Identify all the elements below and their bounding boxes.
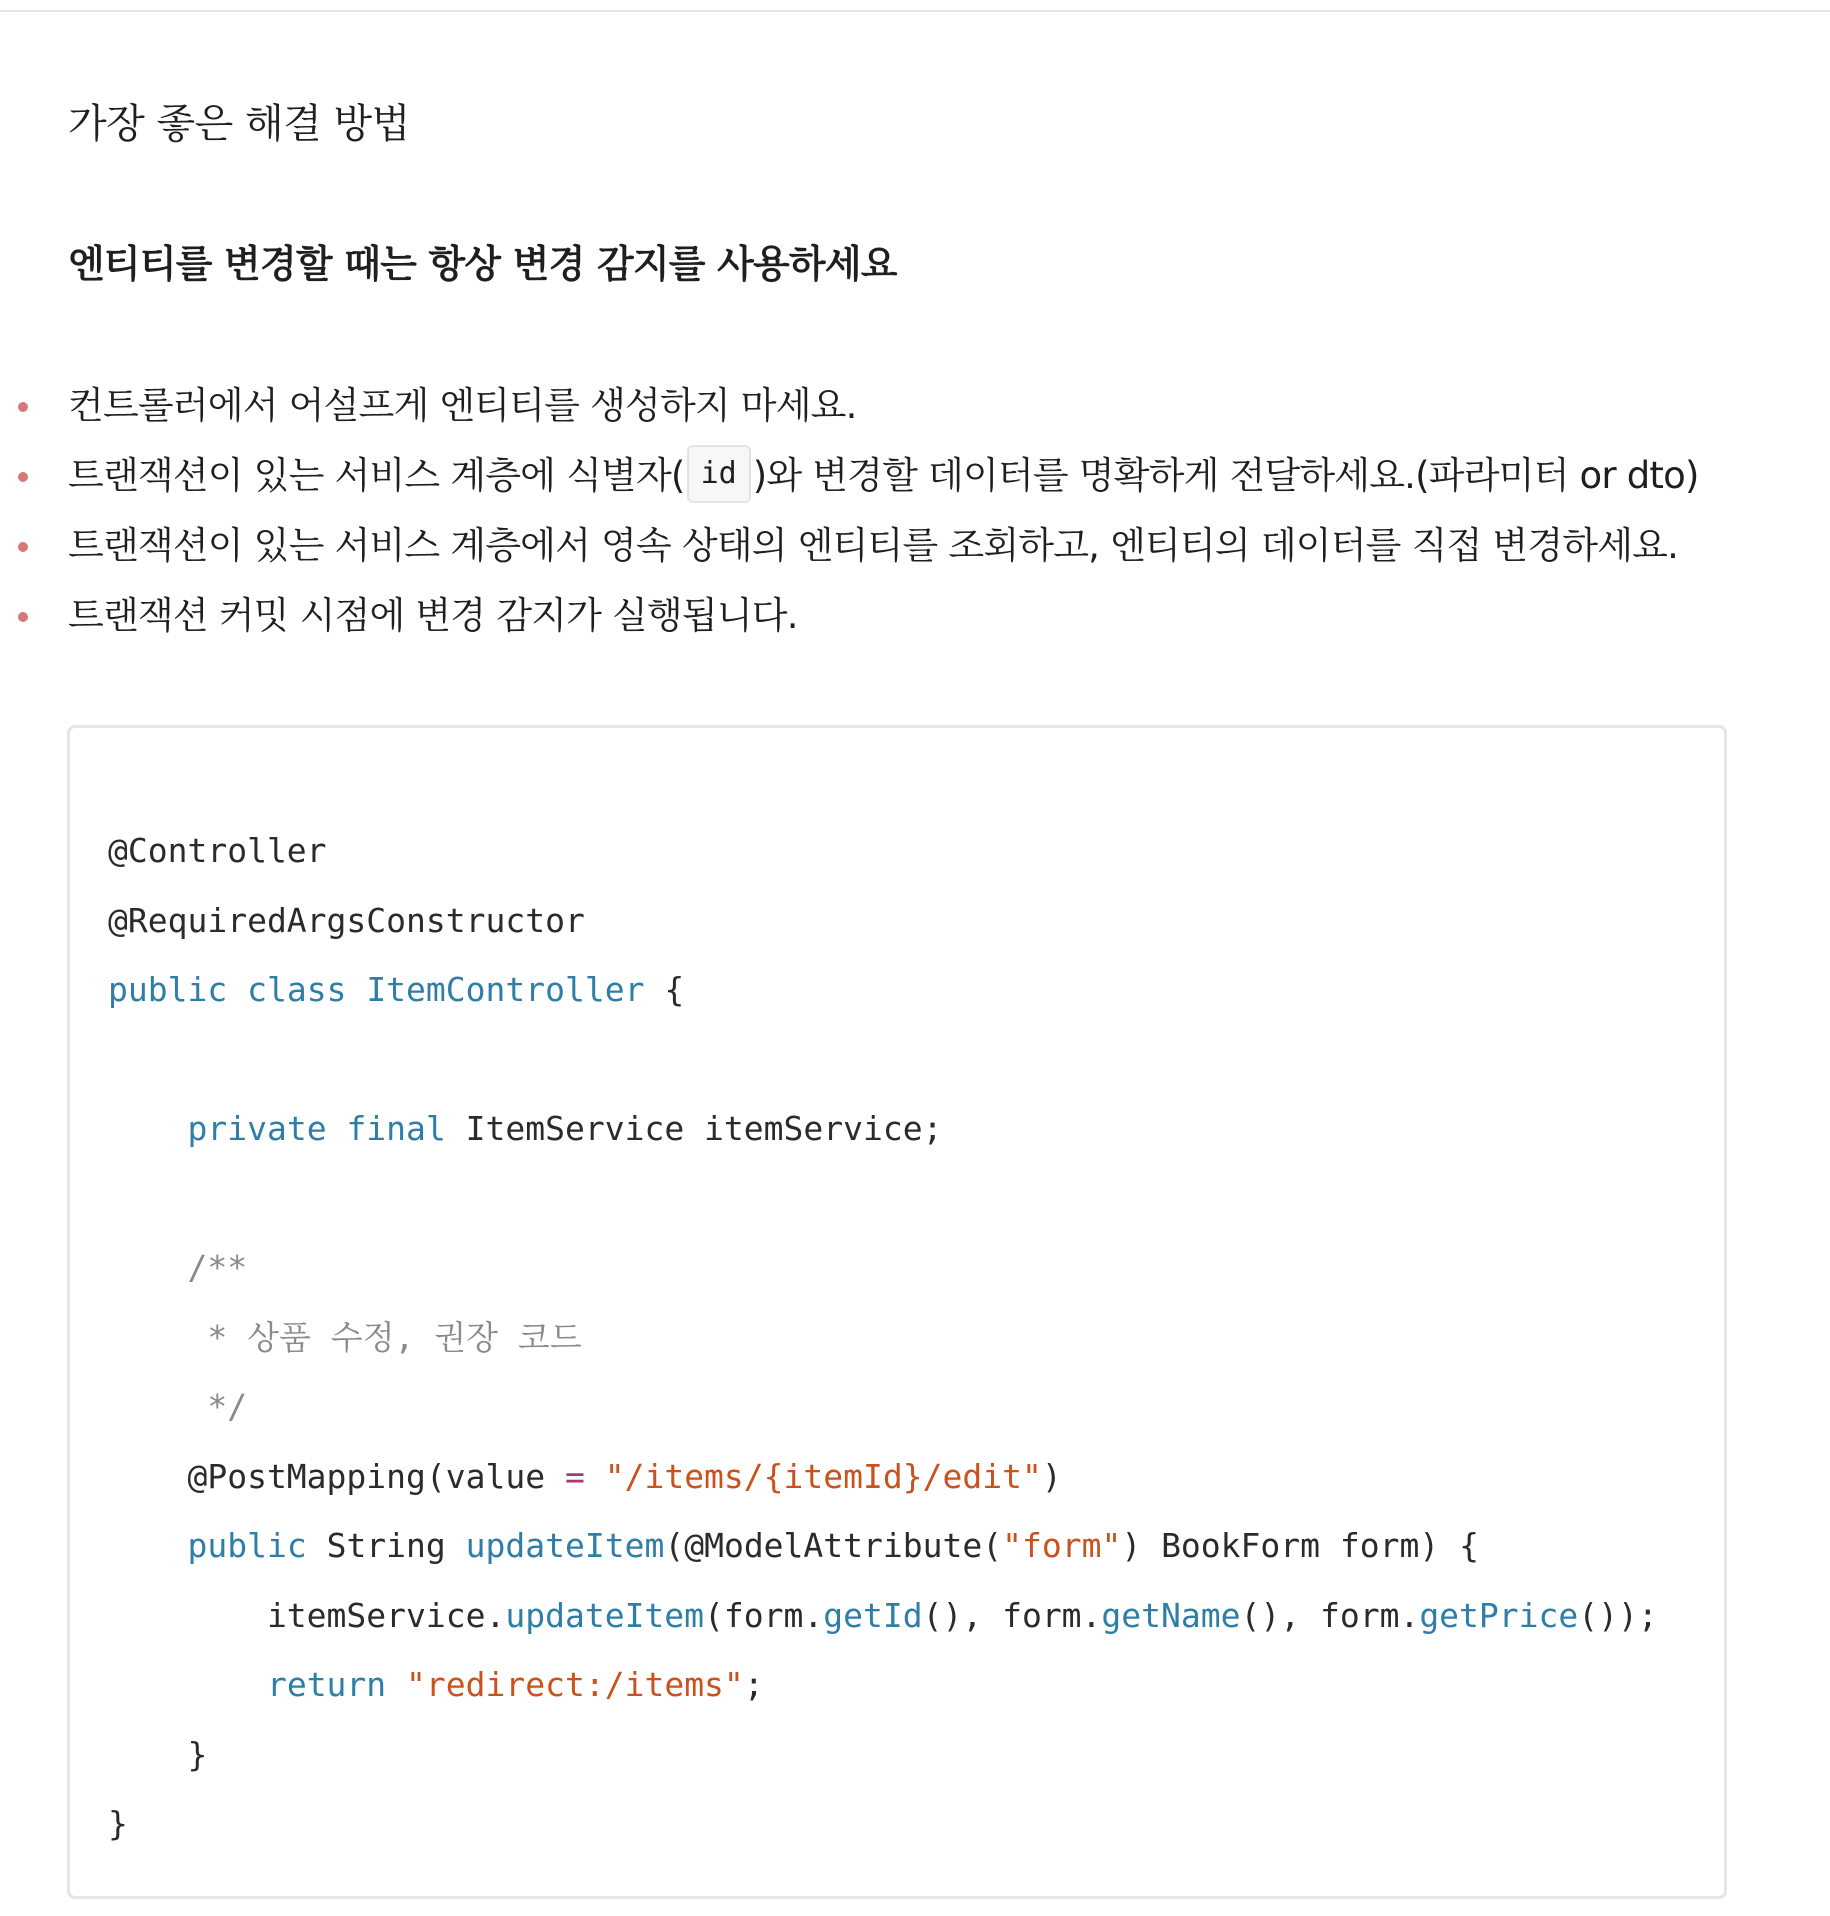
- code-token: */: [108, 1387, 248, 1426]
- code-line: [108, 816, 1658, 886]
- code-token: ItemController: [366, 970, 645, 1009]
- code-line: [108, 1233, 1658, 1303]
- code-token: (), form.: [1240, 1595, 1420, 1635]
- code-line: [108, 1442, 1658, 1512]
- bullet-dot: [18, 542, 28, 552]
- code-token: /**: [108, 1248, 248, 1287]
- bullet-dot: [18, 402, 28, 412]
- code-line: [108, 955, 1658, 1025]
- code-token: ItemService itemService;: [445, 1109, 943, 1148]
- code-token: public: [187, 1526, 307, 1565]
- code-token: getPrice: [1419, 1595, 1579, 1635]
- code-token: class: [247, 970, 347, 1009]
- code-line: [108, 1303, 1658, 1373]
- list-item-text-before: 트랜잭션이 있는 서비스 계층에 식별자(: [68, 454, 685, 497]
- code-content[interactable]: [108, 816, 1658, 1859]
- list-item: [0, 518, 1699, 588]
- code-token: String: [306, 1526, 466, 1565]
- code-token: updateItem: [505, 1595, 705, 1635]
- code-token: getId: [823, 1595, 923, 1635]
- code-token: "form": [1002, 1526, 1122, 1565]
- code-token: (@ModelAttribute(: [664, 1526, 1003, 1565]
- code-token: ): [1041, 1456, 1062, 1496]
- code-line: [108, 1581, 1658, 1651]
- code-line: [108, 1025, 1658, 1095]
- code-token: =: [564, 1456, 585, 1496]
- code-token: [346, 970, 366, 1009]
- code-token: ) BookForm form) {: [1121, 1526, 1479, 1565]
- code-token: itemService.: [108, 1595, 506, 1635]
- code-token: public: [108, 970, 228, 1009]
- code-line: [108, 1720, 1658, 1790]
- code-token: "redirect:/items": [406, 1665, 744, 1704]
- list-item: [0, 588, 1699, 658]
- code-block[interactable]: [67, 725, 1727, 1899]
- code-line: [108, 1789, 1658, 1859]
- code-token: [327, 1109, 347, 1148]
- bullet-list: [0, 378, 1699, 658]
- code-token: }: [108, 1804, 128, 1843]
- list-item-text: 컨트롤러에서 어설프게 엔티티를 생성하지 마세요.: [68, 384, 857, 427]
- inline-code: id: [687, 445, 751, 503]
- code-token: ;: [743, 1665, 764, 1704]
- code-token: (form.: [704, 1595, 824, 1635]
- code-token: getName: [1101, 1595, 1241, 1635]
- code-token: @Controller: [108, 831, 327, 870]
- code-token: [108, 1526, 187, 1565]
- code-token: @RequiredArgsConstructor: [108, 900, 585, 940]
- code-token: [585, 1457, 605, 1496]
- list-item: [0, 378, 1699, 448]
- code-token: @PostMapping(value: [108, 1456, 565, 1496]
- code-token: final: [346, 1109, 446, 1148]
- list-item-text: 트랜잭션이 있는 서비스 계층에서 영속 상태의 엔티티를 조회하고, 엔티티의 데이터를 직접 변경하세요.: [68, 524, 1679, 567]
- code-token: (), form.: [922, 1595, 1102, 1635]
- code-line: [108, 1164, 1658, 1234]
- code-token: [108, 1665, 267, 1704]
- code-token: }: [108, 1734, 208, 1774]
- section-subheading: 엔티티를 변경할 때는 항상 변경 감지를 사용하세요: [68, 242, 897, 286]
- code-token: private: [187, 1109, 327, 1148]
- top-divider: [0, 10, 1830, 12]
- code-line: [108, 886, 1658, 956]
- code-token: updateItem: [465, 1526, 665, 1565]
- code-line: [108, 1372, 1658, 1442]
- code-token: * 상품 수정, 권장 코드: [108, 1317, 582, 1357]
- bullet-dot: [18, 612, 28, 622]
- code-token: ());: [1578, 1595, 1658, 1635]
- bullet-dot: [18, 472, 28, 482]
- code-token: [108, 1109, 187, 1148]
- code-token: [227, 970, 247, 1009]
- code-line: [108, 1094, 1658, 1164]
- section-heading: 가장 좋은 해결 방법: [68, 101, 410, 147]
- list-item-text-after: )와 변경할 데이터를 명확하게 전달하세요.(파라미터 or dto): [752, 454, 1699, 497]
- code-token: return: [266, 1665, 387, 1704]
- code-token: "/items/{itemId}/edit": [604, 1456, 1042, 1496]
- list-item: [0, 448, 1699, 518]
- code-token: {: [644, 970, 685, 1009]
- list-item-text: 트랜잭션 커밋 시점에 변경 감지가 실행됩니다.: [68, 594, 798, 637]
- code-line: [108, 1650, 1658, 1720]
- code-token: [386, 1665, 406, 1704]
- code-line: [108, 1511, 1658, 1581]
